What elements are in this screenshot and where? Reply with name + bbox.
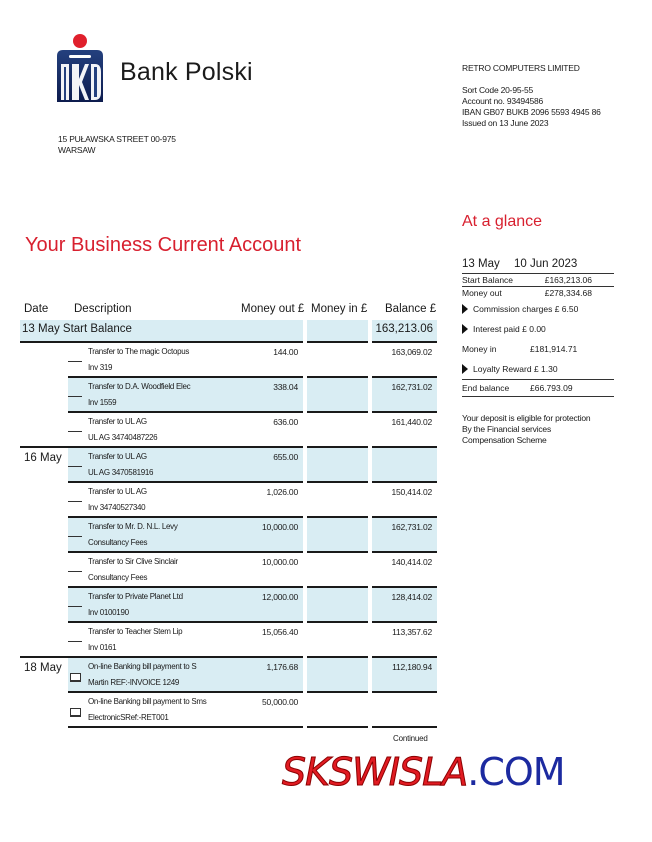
description-cell: [68, 343, 303, 378]
money-in-value: £181,914.71: [530, 344, 578, 354]
start-balance-label: 13 May Start Balance: [22, 323, 132, 335]
continued-label: Continued: [393, 734, 428, 743]
start-balance-in-cell: [307, 320, 368, 343]
money-out-value: £278,334.68: [544, 288, 592, 298]
triangle-bullet-icon: [462, 324, 468, 334]
balance-cell: [372, 588, 437, 623]
pko-logo: [55, 32, 105, 104]
table-row: [0, 693, 652, 726]
money-out-value: 144.00: [273, 347, 298, 357]
balance-value: 140,414.02: [391, 557, 432, 567]
money-out-label: Money out: [462, 288, 502, 298]
table-row: [0, 448, 652, 481]
description-cell: [68, 413, 303, 448]
dash-icon: [68, 606, 82, 607]
table-row: [0, 378, 652, 411]
description-line-2: UL AG 3470581916: [88, 468, 154, 477]
money-out-value: 10,000.00: [261, 522, 298, 532]
dash-icon: [68, 501, 82, 502]
at-a-glance-panel: [462, 258, 614, 397]
description-line-1: Transfer to D.A. Woodfield Elec: [88, 382, 191, 391]
money-out-value: 636.00: [273, 417, 298, 427]
money-in-cell: [307, 413, 368, 448]
money-in-cell: [307, 343, 368, 378]
balance-cell: [372, 343, 437, 378]
address-line-1: 15 PUŁAWSKA STREET 00-975: [58, 134, 176, 144]
description-cell: [68, 378, 303, 413]
money-out-value: 15,056.40: [261, 627, 298, 637]
money-out-value: 1,026.00: [266, 487, 298, 497]
description-line-2: Inv 0161: [88, 643, 117, 652]
description-line-1: On-line Banking bill payment to S: [88, 662, 197, 671]
description-line-2: Martin REF:-INVOICE 1249: [88, 678, 180, 687]
description-cell: [68, 448, 303, 483]
money-out-value: 1,176.68: [266, 662, 298, 672]
commission-text: Commission charges £ 6.50: [473, 304, 579, 314]
computer-icon: [70, 708, 81, 717]
balance-cell: [372, 553, 437, 588]
bank-name: Bank Polski: [120, 58, 253, 86]
description-line-1: On-line Banking bill payment to Sms: [88, 697, 207, 706]
balance-value: 128,414.02: [391, 592, 432, 602]
table-row: [0, 483, 652, 516]
glance-commission: [462, 299, 614, 319]
money-out-value: 10,000.00: [261, 557, 298, 567]
money-out-value: 50,000.00: [261, 697, 298, 707]
header-money-in: Money in £: [311, 303, 368, 315]
money-in-cell: [307, 658, 368, 693]
watermark-logo: [282, 750, 565, 794]
watermark-part-1: SKSWISLA: [282, 750, 468, 794]
money-in-cell: [307, 518, 368, 553]
balance-value: 161,440.02: [391, 417, 432, 427]
header-money-out: Money out £: [241, 303, 305, 315]
watermark-part-2: .COM: [467, 750, 565, 794]
description-line-1: Transfer to Teacher Stem Lip: [88, 627, 183, 636]
glance-date-from: 13 May: [462, 258, 500, 270]
dash-icon: [68, 396, 82, 397]
balance-cell: [372, 483, 437, 518]
iban: IBAN GB07 BUKB 2096 5593 4945 86: [462, 107, 601, 117]
dash-icon: [68, 571, 82, 572]
computer-icon: [70, 673, 81, 682]
balance-cell: [372, 448, 437, 483]
money-in-cell: [307, 553, 368, 588]
table-row: [0, 518, 652, 551]
description-line-1: Transfer to The magic Octopus: [88, 347, 190, 356]
description-line-2: Inv 319: [88, 363, 113, 372]
description-line-2: UL AG 34740487226: [88, 433, 158, 442]
balance-cell: [372, 518, 437, 553]
loyalty-text: Loyalty Reward £ 1.30: [473, 364, 558, 374]
money-out-value: 655.00: [273, 452, 298, 462]
description-line-1: Transfer to Mr. D. N.L. Levy: [88, 522, 178, 531]
balance-cell: [372, 658, 437, 693]
account-number: Account no. 93494586: [462, 96, 544, 106]
description-line-1: Transfer to UL AG: [88, 452, 147, 461]
dash-icon: [68, 431, 82, 432]
sort-code: Sort Code 20-95-55: [462, 85, 534, 95]
money-in-cell: [307, 588, 368, 623]
issued-date: Issued on 13 June 2023: [462, 118, 549, 128]
dash-icon: [68, 641, 82, 642]
description-cell: [68, 693, 303, 728]
balance-value: 113,357.62: [392, 627, 432, 637]
money-in-cell: [307, 448, 368, 483]
balance-value: 162,731.02: [391, 522, 432, 532]
protection-line-3: Compensation Scheme: [462, 435, 547, 445]
date-label: 18 May: [24, 662, 62, 674]
balance-cell: [372, 693, 437, 728]
dash-icon: [68, 466, 82, 467]
header-date: Date: [24, 303, 49, 315]
table-row: [0, 343, 652, 376]
address-line-2: WARSAW: [58, 145, 96, 155]
balance-value: 150,414.02: [391, 487, 432, 497]
money-in-cell: [307, 483, 368, 518]
at-a-glance-title: At a glance: [462, 213, 543, 230]
description-line-2: ElectronicSRef:-RET001: [88, 713, 169, 722]
description-line-2: Inv 34740527340: [88, 503, 146, 512]
description-line-1: Transfer to UL AG: [88, 417, 147, 426]
header-balance: Balance £: [385, 303, 437, 315]
description-cell: [68, 483, 303, 518]
description-cell: [68, 518, 303, 553]
description-line-1: Transfer to UL AG: [88, 487, 147, 496]
description-line-2: Consultancy Fees: [88, 538, 148, 547]
end-balance-label: End balance: [462, 383, 510, 393]
balance-value: 112,180.94: [392, 662, 432, 672]
triangle-bullet-icon: [462, 304, 468, 314]
money-in-cell: [307, 378, 368, 413]
interest-text: Interest paid £ 0.00: [473, 324, 546, 334]
description-cell: [68, 588, 303, 623]
account-details: [462, 85, 601, 129]
table-row: [0, 658, 652, 691]
end-balance-value: £66.793.09: [530, 383, 573, 393]
balance-cell: [372, 413, 437, 448]
description-line-2: Inv 0100190: [88, 608, 129, 617]
date-label: 16 May: [24, 452, 62, 464]
balance-cell: [372, 623, 437, 658]
dash-icon: [68, 536, 82, 537]
glance-start-balance: [462, 274, 614, 287]
description-cell: [68, 623, 303, 658]
table-row: [0, 413, 652, 446]
description-line-2: Consultancy Fees: [88, 573, 148, 582]
balance-cell: [372, 378, 437, 413]
money-in-cell: [307, 623, 368, 658]
description-line-1: Transfer to Private Planet Ltd: [88, 592, 183, 601]
table-row: [0, 623, 652, 656]
page-title: Your Business Current Account: [25, 234, 302, 256]
start-balance-value: £163,213.06: [544, 275, 592, 285]
table-row: [0, 553, 652, 586]
company-name: RETRO COMPUTERS LIMITED: [462, 63, 580, 73]
table-row: [0, 588, 652, 621]
description-line-2: Inv 1559: [88, 398, 117, 407]
money-out-value: 338.04: [273, 382, 298, 392]
balance-value: 163,069.02: [391, 347, 432, 357]
glance-period: [462, 258, 614, 274]
money-in-label: Money in: [462, 344, 497, 354]
glance-interest: [462, 319, 614, 339]
protection-line-2: By the Financial services: [462, 424, 552, 434]
balance-value: 162,731.02: [391, 382, 432, 392]
bank-address: [58, 134, 176, 156]
dash-icon: [68, 361, 82, 362]
header-description: Description: [74, 303, 132, 315]
money-out-value: 12,000.00: [261, 592, 298, 602]
description-cell: [68, 553, 303, 588]
start-balance-label: Start Balance: [462, 275, 514, 285]
protection-line-1: Your deposit is eligible for protection: [462, 413, 591, 423]
description-line-1: Transfer to Sir Clive Sinclair: [88, 557, 178, 566]
money-in-cell: [307, 693, 368, 728]
start-balance-value: 163,213.06: [375, 323, 433, 335]
glance-money-out: [462, 287, 614, 299]
glance-date-to: 10 Jun 2023: [514, 258, 578, 270]
description-cell: [68, 658, 303, 693]
